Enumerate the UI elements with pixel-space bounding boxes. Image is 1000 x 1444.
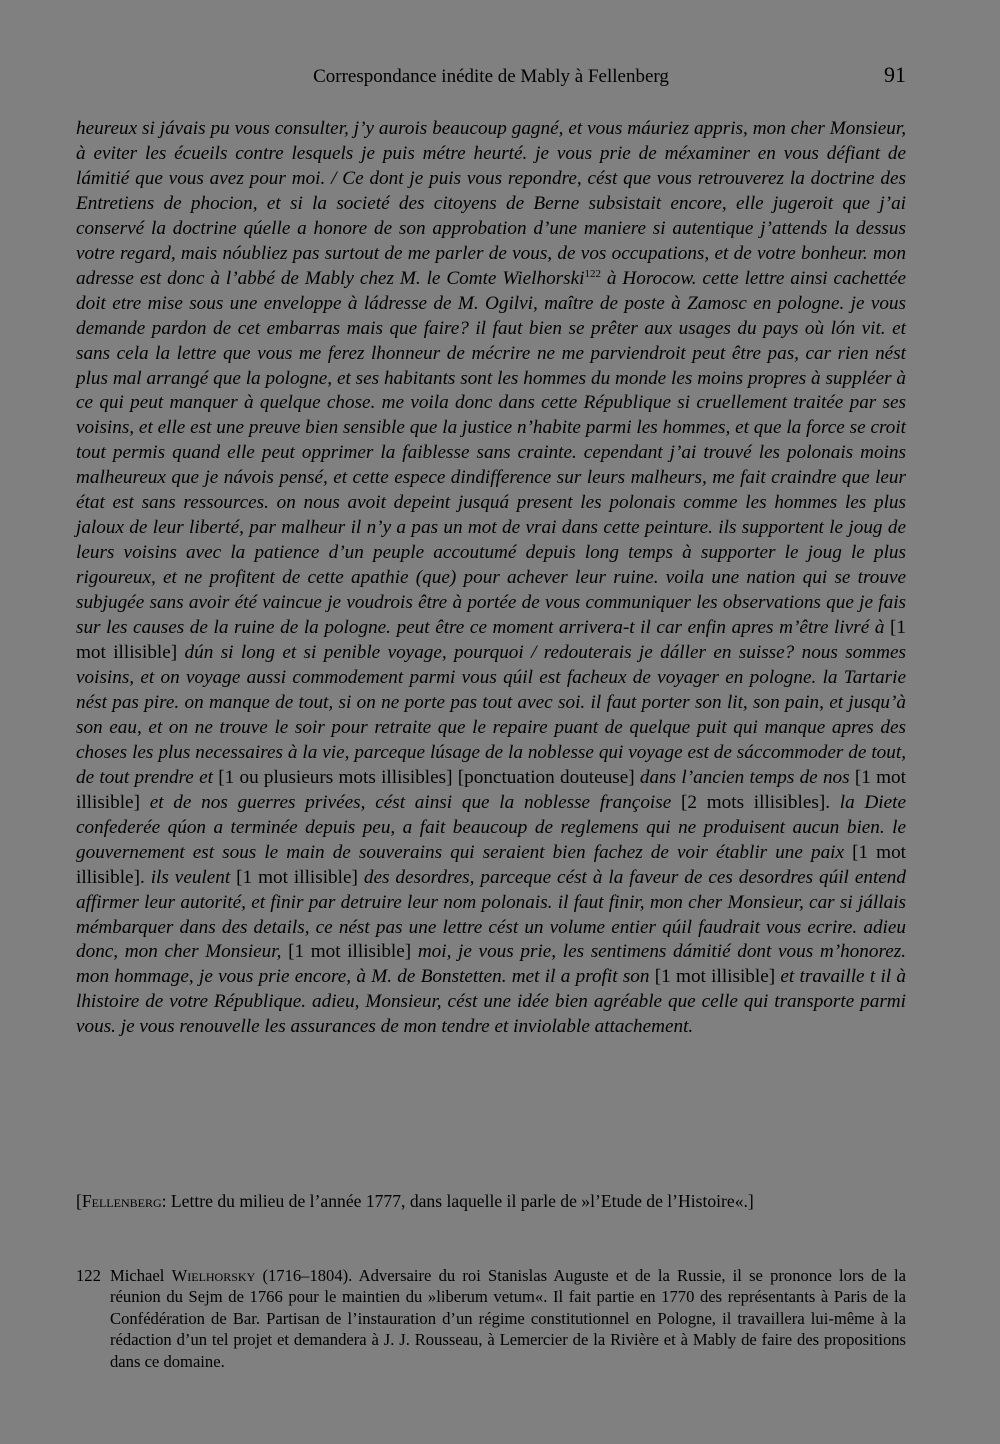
letter-segment: et travaille t il à lhistoire de votre République. adieu, Monsieur, cést une idée bien agréable que celle qui transporte parmi vous. je vous renouvelle les assurances de mon tendre et inviolable attachement.	[76, 966, 906, 1038]
illegible-note: [1 mot illisible]	[76, 766, 906, 813]
illegible-note: [1 mot illisible]	[236, 866, 358, 888]
letter-segment: dans l’ancien temps de nos	[634, 766, 855, 788]
footnote-reference: 122	[584, 267, 601, 280]
running-header	[76, 62, 906, 94]
letter-segment: moi, je vous prie, les sentimens dámitié dont vous m’honorez. mon hommage, je vous prie encore, à M. de Bonstetten. met il a profit son	[76, 941, 906, 988]
letter-segment: des desordres, parceque cést à la faveur de ces desordres qúil entend affirmer leur autorité, et finir par detruire leur nom polonais. il faut finir, mon cher Monsieur, car si jállais mémbarquer dans des details, ce nést pas une lettre cést un volume entier qúil faudrait vous ecrire. adieu donc, mon cher Monsieur,	[76, 866, 906, 963]
editorial-note	[76, 1189, 906, 1213]
letter-segment: ils veulent	[144, 866, 237, 888]
footnote	[76, 1265, 906, 1372]
letter-segment: dún si long et si penible voyage, pourquoi / redouterais je dáller en suisse? nous sommes voisins, et on voyage aussi commodement parmi vous qúil est facheux de voyager en pologne. la Tartarie nést pas pire. on manque de tout, si on ne porte pas tout avec soi. il faut porter son lit, son pain, et jusqu’à son eau, et on ne trouve le soir pour retraite que le repaire puant de quelque puit qui manque apres des choses les plus necessaires à la vie, parceque lúsage de la noblesse qui voyage est de sáccommoder de tout, de tout prendre et	[76, 642, 906, 788]
letter-segment: la Diete confederée qúon a terminée depuis peu, a fait beaucoup de reglemens qui ne produisent aucun bien. le gouvernement est sous le main de souverains qui seraient bien fachez de voir établir une paix	[76, 791, 906, 863]
illegible-note: [1 mot illisible].	[76, 841, 907, 888]
letter-segment: heureux si jávais pu vous consulter, j’y aurois beaucoup gagné, et vous máuriez appris, mon cher Monsieur, à eviter les écueils contre lesquels je puis métre heurté. je vous prie de méxaminer en vous défiant de lámitié que vous avez pour moi. / Ce dont je puis vous repondre, cést que vous retrouverez la doctrine des Entretiens de phocion, et si la societé des citoyens de Berne subsistait encore, elle jugeroit que j’ai conservé la doctrine qúelle a honore de son approbation d’une maniere si autentique j’attends la dessus votre regard, mais nóubliez pas surtout de me parler de vous, de vos occupations, et de votre bonheur. mon adresse est donc à l’abbé de Mably chez M. le Comte Wielhorski	[76, 118, 906, 289]
page-number: 91	[884, 62, 906, 87]
footnote-number: 122	[76, 1266, 101, 1285]
footnote-surname: Wielhorsky	[171, 1266, 256, 1285]
illegible-note: [1 mot illisible]	[288, 941, 412, 963]
illegible-note: [1 mot illisible]	[654, 966, 776, 988]
footnote-first-name: Michael	[110, 1266, 172, 1285]
footnote-text	[110, 1265, 906, 1372]
running-title: Correspondance inédite de Mably à Fellenberg	[313, 66, 669, 87]
footnote-body: (1716–1804). Adversaire du roi Stanislas Auguste et de la Russie, il se prononce lors de la réunion du Sejm de 1766 pour le maintien du »liberum vetum«. Il fait partie en 1770 des représentants à Paris de la Confédération de Bar. Partisan de l’instauration d’un régime constitutionnel en Pologne, il travaillera lui-même à la rédaction d’un tel projet et demandera à J. J. Rousseau, à Lemercier de la Rivière et à Mably de faire des propositions dans ce domaine.	[110, 1266, 906, 1371]
illegible-note: [1 ou plusieurs mots illisibles] [ponctuation douteuse]	[218, 766, 635, 788]
letter-segment: et de nos guerres privées, cést ainsi que la noblesse françoise	[139, 791, 681, 813]
note-name: Fellenberg	[81, 1191, 162, 1211]
illegible-note: [1 mot illisible]	[76, 617, 906, 664]
note-text: : Lettre du milieu de l’année 1777, dans laquelle il parle de »l’Etude de l’Histoire«.]	[161, 1191, 754, 1211]
note-bracket: [	[76, 1191, 82, 1211]
illegible-note: [2 mots illisibles].	[680, 791, 831, 813]
letter-segment: à Horocow. cette lettre ainsi cachettée doit etre mise sous une enveloppe à ládresse de M. Ogilvi, maître de poste à Zamosc en pologne. je vous demande pardon de cet embarras mais que faire? il faut bien se prêter aux usages du pays où lón vit. et sans cela la lettre que vous me ferez lhonneur de mécrire ne me parviendroit peut être pas, car rien nést plus mal arrangé que la pologne, et ses habitants sont les hommes du monde les moins propres à suppléer à ce qui peut manquer à quelque chose. me voila donc dans cette République si cruellement traitée par ses voisins, et elle est une preuve bien sensible que la justice n’habite parmi les hommes, et que la force se croit tout permis quand elle peut opprimer la faiblesse sans crainte. cependant j’ai trouvé les polonais moins malheureux que je návois pensé, et cette espece dindifference sur leurs malheurs, me fait craindre que leur état est sans ressources. on nous avoit depeint jusquá present les polonais comme les hommes les plus jaloux de leur liberté, par malheur il n’y a pas un mot de vrai dans cette peinture. ils supportent le joug de leurs voisins avec la patience d’un peuple accoutumé depuis long temps à supporter le joug le plus rigoureux, et ne profitent de cette apathie (que) pour achever leur ruine. voila une nation qui se trouve subjugée sans avoir été vaincue je voudrois être à portée de vous communiquer les observations que je fais sur les causes de la ruine de la pologne. peut être ce moment arrivera-t il car enfin apres m’être livré à	[76, 267, 906, 639]
letter-text	[76, 117, 906, 1040]
